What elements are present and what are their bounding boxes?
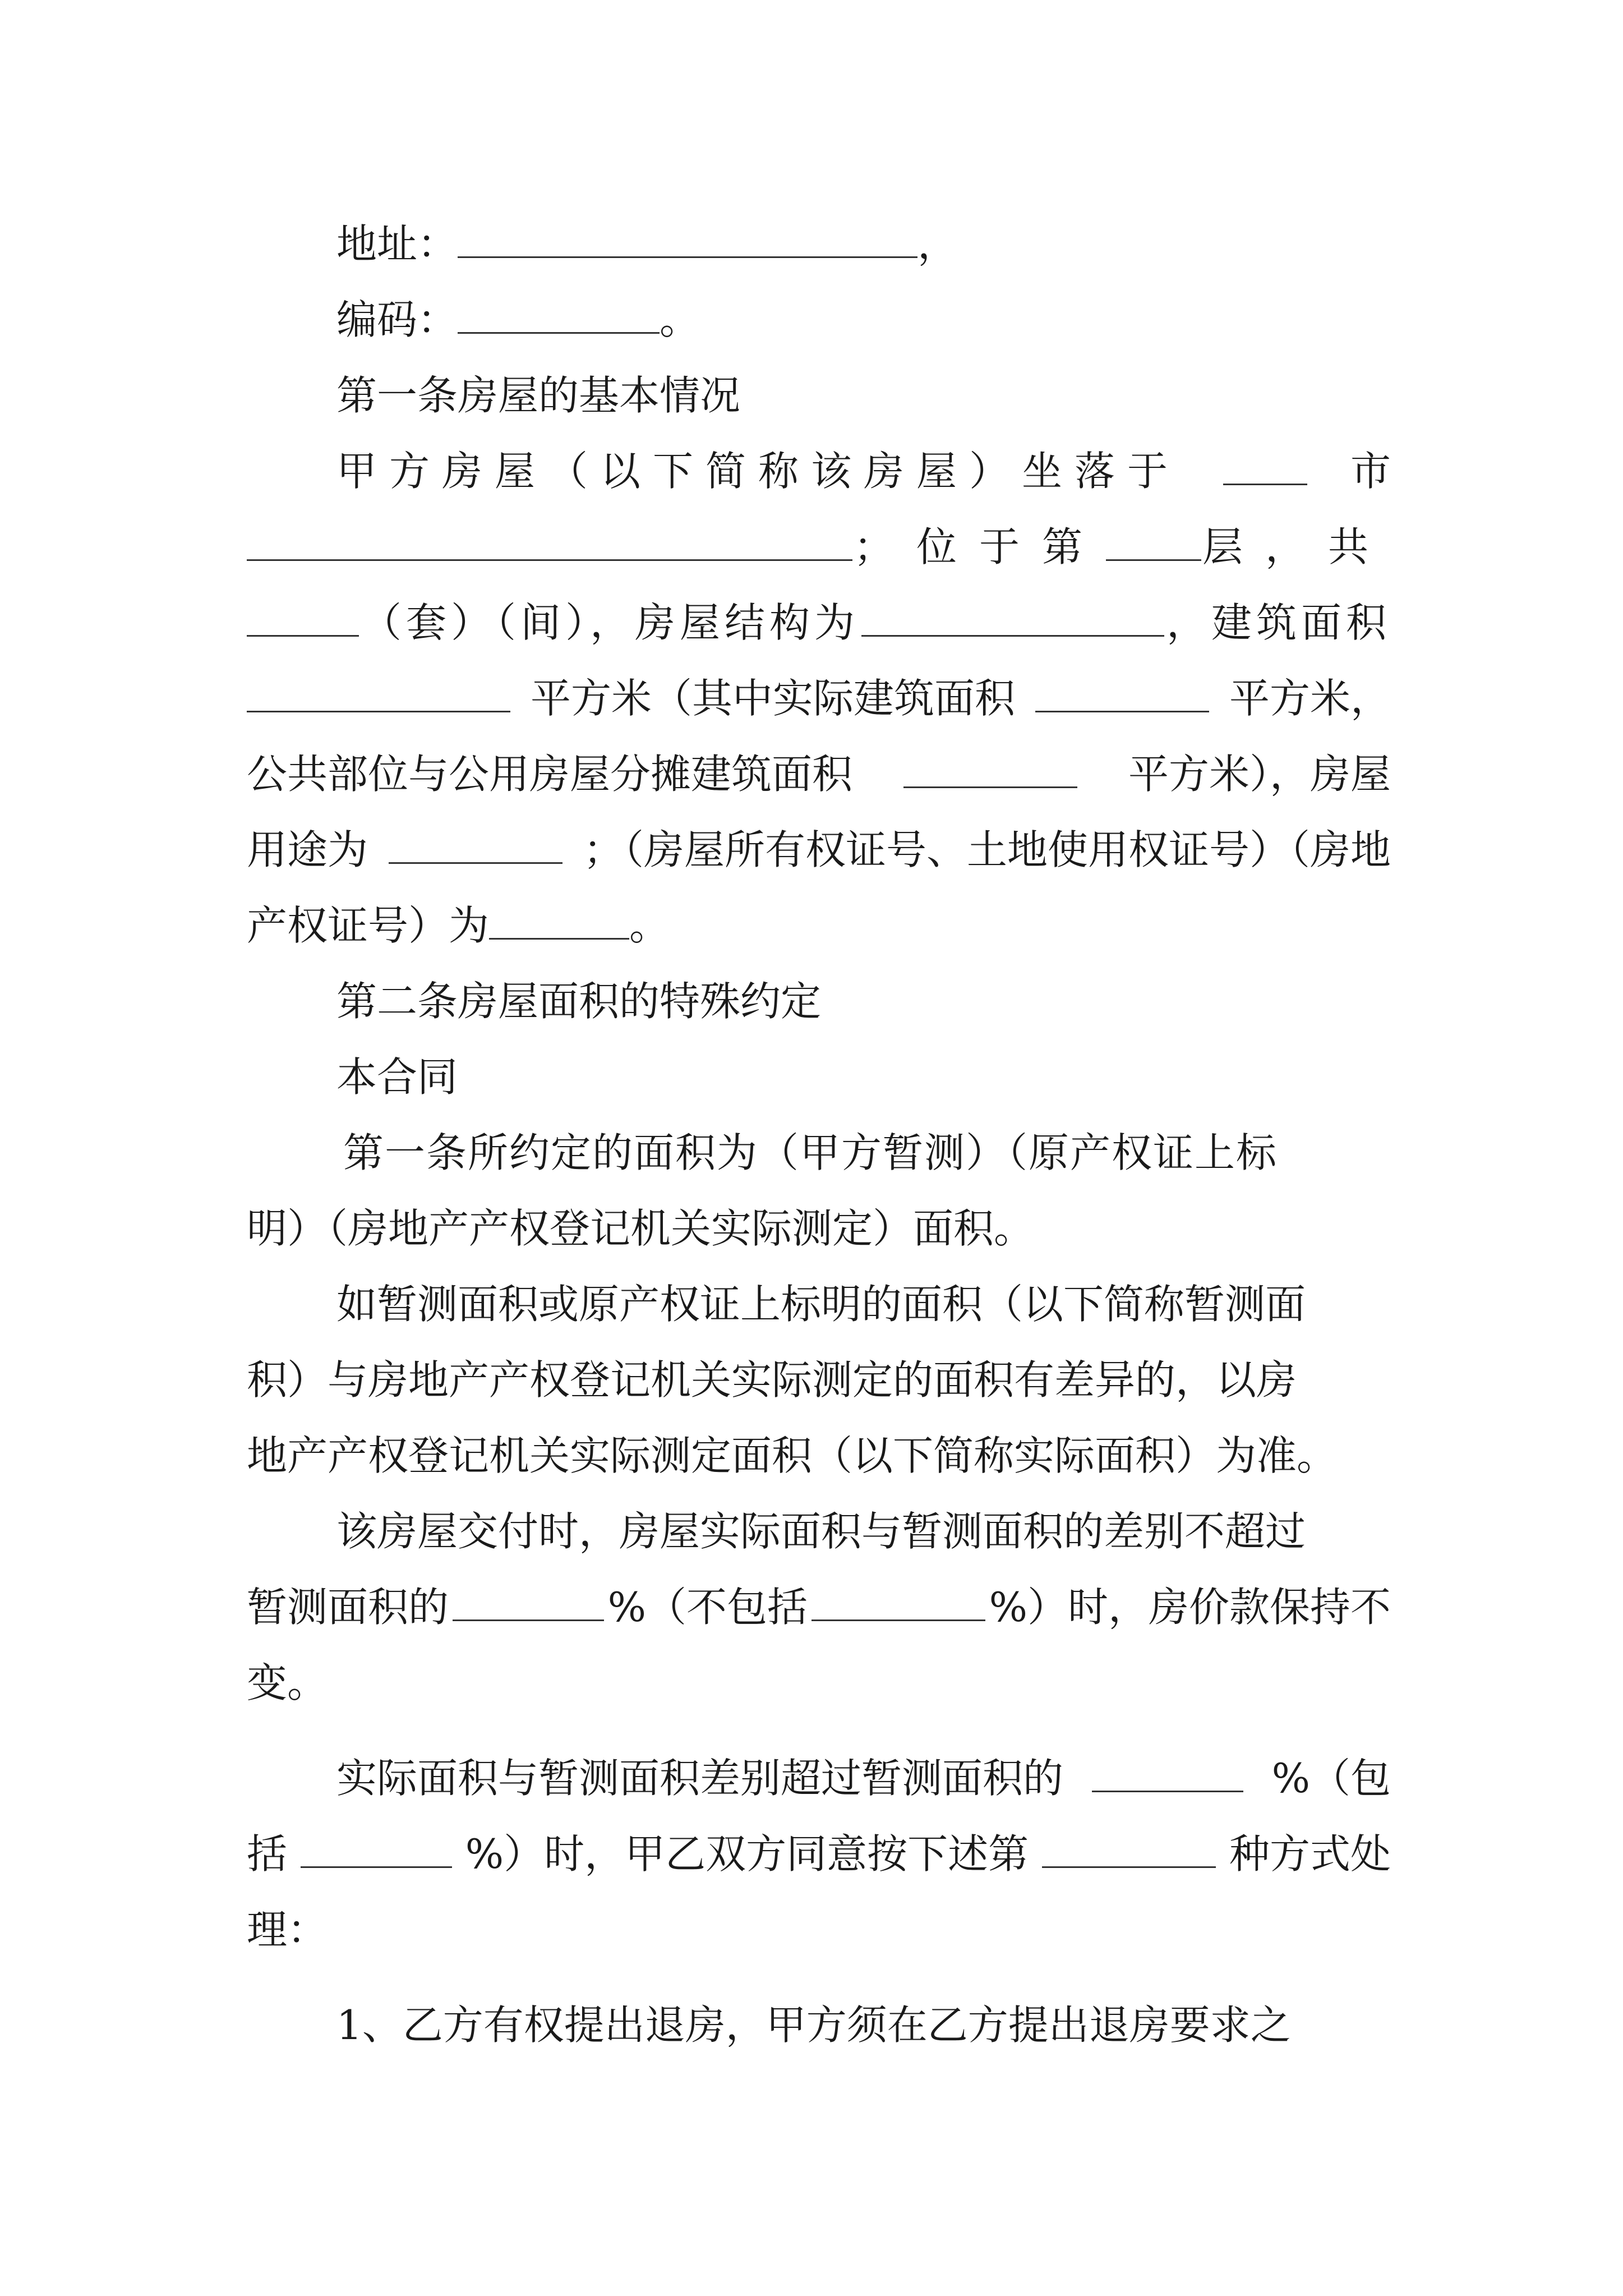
text-segment: 。 xyxy=(629,902,670,949)
postcode-blank[interactable] xyxy=(458,297,660,334)
text-segment: 平方米），房屋 xyxy=(1128,751,1391,798)
floor-blank[interactable] xyxy=(1106,524,1201,561)
text-segment: %（包 xyxy=(1271,1755,1391,1802)
address-punct: ， xyxy=(917,220,958,268)
city-blank[interactable] xyxy=(1223,449,1307,485)
paragraph-line xyxy=(343,1122,1391,1184)
text-segment: 市 xyxy=(1350,448,1391,495)
paragraph-line xyxy=(247,1823,1391,1885)
paragraph-line xyxy=(247,516,1391,578)
units-blank[interactable] xyxy=(247,600,359,637)
actual-area-blank[interactable] xyxy=(1035,676,1209,712)
excess-blank[interactable] xyxy=(1092,1756,1243,1792)
excess-inclusive-blank[interactable] xyxy=(301,1832,452,1868)
tolerance-blank[interactable] xyxy=(453,1585,604,1621)
paragraph-line xyxy=(336,1501,1391,1562)
text-segment: 如暂测面积或原产权证上标明的面积（以下简称暂测面 xyxy=(336,1281,1306,1328)
paragraph-line xyxy=(247,668,1391,729)
article-2-heading xyxy=(336,970,1391,1032)
certificate-blank[interactable] xyxy=(489,903,629,940)
usage-blank[interactable] xyxy=(389,827,562,864)
text-segment: （套）（间），房屋结构为 xyxy=(361,599,859,646)
text-segment: 用途为 xyxy=(247,826,368,873)
paragraph-line xyxy=(247,1198,1391,1259)
text-segment: 暂测面积的 xyxy=(247,1584,449,1631)
paragraph-line xyxy=(247,895,1391,956)
postcode-punct: 。 xyxy=(660,296,700,343)
address-line xyxy=(336,213,1391,275)
method-blank[interactable] xyxy=(1042,1832,1216,1868)
paragraph-line xyxy=(247,819,1391,881)
text-segment: ；位于第 xyxy=(853,523,1105,570)
text-segment: 明）（房地产产权登记机关实际测定）面积。 xyxy=(247,1205,1035,1252)
text-segment: 积）与房地产产权登记机关实际测定的面积有差异的，以房 xyxy=(247,1356,1297,1404)
text-segment: %）时，甲乙双方同意按下述第 xyxy=(465,1830,1029,1878)
text-segment: 平方米， xyxy=(1229,675,1391,722)
paragraph-line xyxy=(247,1576,1391,1638)
postcode-line xyxy=(336,289,1391,351)
text-segment: 括 xyxy=(247,1830,288,1878)
text-segment: 公共部位与公用房屋分摊建筑面积 xyxy=(247,751,853,798)
article-1-title: 第一条房屋的基本情况 xyxy=(336,372,741,419)
text-segment: 产权证号）为 xyxy=(247,902,490,949)
text-segment: %）时，房价款保持不 xyxy=(989,1584,1391,1631)
text-segment: 该房屋交付时，房屋实际面积与暂测面积的差别不超过 xyxy=(336,1508,1306,1555)
address-blank[interactable] xyxy=(458,222,917,258)
text-segment: 第一条所约定的面积为（甲方暂测）（原产权证上标 xyxy=(343,1129,1278,1176)
paragraph-line xyxy=(247,743,1391,805)
text-segment: 层，共 xyxy=(1202,523,1391,570)
paragraph-line xyxy=(336,1747,1391,1809)
text-segment: 平方米（其中实际建筑面积 xyxy=(530,675,1015,722)
text-segment: 本合同 xyxy=(336,1053,458,1101)
tolerance-exclusive-blank[interactable] xyxy=(811,1585,985,1621)
paragraph-line xyxy=(247,1899,1391,1961)
article-2-title: 第二条房屋面积的特殊约定 xyxy=(336,978,822,1025)
text-segment: 变。 xyxy=(247,1659,328,1706)
text-segment: 实际面积与暂测面积差别超过暂测面积的 xyxy=(336,1755,1064,1802)
paragraph-line xyxy=(247,1652,1391,1714)
text-segment: 地产产权登记机关实际测定面积（以下简称实际面积）为准。 xyxy=(247,1432,1338,1479)
text-segment: 种方式处 xyxy=(1229,1830,1391,1878)
structure-blank[interactable] xyxy=(861,600,1164,637)
text-segment: ；（房屋所有权证号、土地使用权证号）（房地 xyxy=(583,826,1391,873)
location-blank[interactable] xyxy=(247,524,852,561)
paragraph-line xyxy=(247,592,1391,654)
paragraph-line xyxy=(247,1425,1413,1487)
text-segment: %（不包括 xyxy=(607,1584,808,1631)
article-1-heading xyxy=(336,365,1391,426)
text-segment: 1、乙方有权提出退房，甲方须在乙方提出退房要求之 xyxy=(336,2001,1291,2049)
paragraph-line xyxy=(336,1046,1391,1108)
paragraph-line xyxy=(336,440,1391,502)
text-segment: 理： xyxy=(247,1906,328,1953)
address-label: 地址： xyxy=(336,220,458,268)
shared-area-blank[interactable] xyxy=(903,752,1077,788)
paragraph-line xyxy=(336,1994,1391,2056)
text-segment: ，建筑面积 xyxy=(1166,599,1391,646)
text-segment: 甲方房屋（以下简称该房屋）坐落于 xyxy=(336,448,1181,495)
paragraph-line xyxy=(336,1273,1391,1335)
postcode-label: 编码： xyxy=(336,296,458,343)
paragraph-line xyxy=(247,1349,1391,1411)
floor-area-blank[interactable] xyxy=(247,676,510,712)
